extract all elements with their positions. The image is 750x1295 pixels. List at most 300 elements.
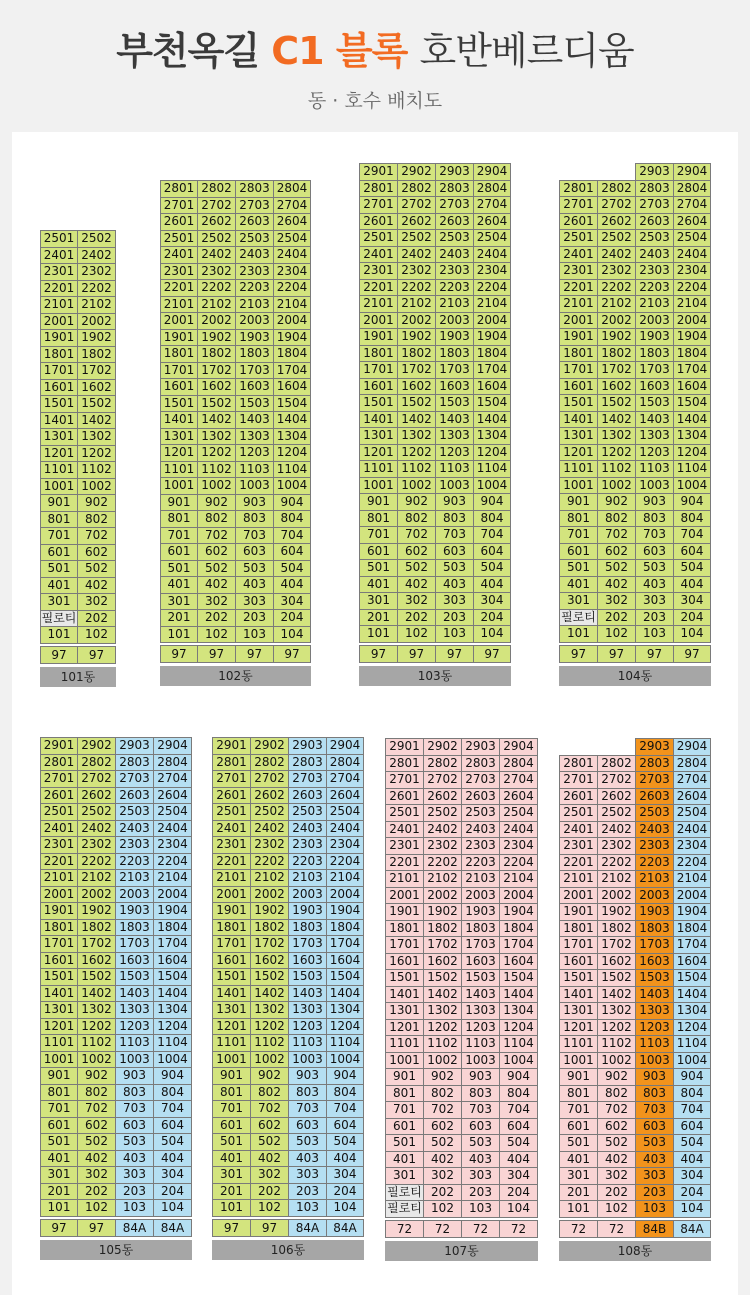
unit-cell[interactable]: 1502 [597,969,636,987]
unit-cell[interactable]: 501 [40,560,78,578]
unit-cell[interactable]: 804 [673,510,711,528]
unit-cell[interactable]: 501 [160,560,198,578]
unit-cell[interactable]: 904 [473,493,511,511]
unit-cell[interactable]: 1002 [397,477,436,495]
unit-cell[interactable]: 504 [473,559,511,577]
unit-cell[interactable]: 802 [597,510,636,528]
unit-cell[interactable]: 704 [273,527,311,545]
unit-cell[interactable]: 1503 [635,394,674,412]
unit-cell[interactable]: 2103 [635,295,674,313]
unit-cell[interactable]: 202 [597,609,636,627]
unit-cell[interactable]: 2504 [153,803,192,821]
unit-cell[interactable]: 1701 [160,362,198,380]
unit-cell[interactable]: 401 [212,1150,251,1168]
unit-cell[interactable]: 1404 [473,411,511,429]
unit-cell[interactable]: 2101 [385,870,424,888]
unit-cell[interactable]: 2102 [77,296,116,314]
unit-cell[interactable]: 801 [359,510,398,528]
unit-cell[interactable]: 903 [115,1067,154,1085]
unit-cell[interactable]: 1104 [153,1034,192,1052]
unit-cell[interactable]: 503 [235,560,274,578]
unit-cell[interactable]: 1902 [77,329,116,347]
unit-cell[interactable]: 304 [673,1167,711,1185]
unit-cell[interactable]: 2904 [673,738,711,756]
unit-cell[interactable]: 404 [673,1151,711,1169]
unit-cell[interactable]: 1701 [559,936,598,954]
unit-cell[interactable]: 301 [559,1167,598,1185]
unit-cell[interactable]: 2904 [673,163,711,181]
unit-cell[interactable]: 2801 [359,180,398,198]
unit-cell[interactable]: 502 [77,560,116,578]
unit-cell[interactable]: 2302 [397,262,436,280]
unit-cell[interactable]: 2502 [197,230,236,248]
unit-cell[interactable]: 1902 [423,903,462,921]
unit-cell[interactable]: 1502 [77,968,116,986]
unit-cell[interactable]: 1502 [197,395,236,413]
unit-cell[interactable]: 1504 [673,969,711,987]
unit-cell[interactable]: 904 [273,494,311,512]
unit-cell[interactable]: 1602 [397,378,436,396]
unit-cell[interactable]: 1402 [197,411,236,429]
unit-cell[interactable]: 603 [461,1118,500,1136]
unit-cell[interactable]: 2402 [77,820,116,838]
unit-cell[interactable]: 801 [40,511,78,529]
unit-cell[interactable]: 2604 [673,788,711,806]
unit-cell[interactable]: 602 [197,543,236,561]
unit-cell[interactable]: 804 [153,1084,192,1102]
unit-cell[interactable]: 2102 [597,295,636,313]
unit-cell[interactable]: 2202 [597,279,636,297]
unit-cell[interactable]: 801 [559,510,598,528]
unit-cell[interactable]: 1003 [635,1052,674,1070]
unit-cell[interactable]: 1201 [559,444,598,462]
unit-cell[interactable]: 904 [673,1068,711,1086]
unit-cell[interactable]: 704 [153,1100,192,1118]
unit-cell[interactable]: 903 [435,493,474,511]
unit-cell[interactable]: 1802 [197,345,236,363]
unit-cell[interactable]: 2202 [77,280,116,298]
unit-cell[interactable]: 1901 [40,329,78,347]
unit-cell[interactable]: 2001 [160,312,198,330]
unit-cell[interactable]: 302 [250,1166,289,1184]
unit-cell[interactable]: 1203 [235,444,274,462]
unit-cell[interactable]: 402 [77,1150,116,1168]
unit-cell[interactable]: 2402 [597,246,636,264]
unit-cell[interactable]: 2904 [153,737,192,755]
unit-cell[interactable]: 1404 [326,985,364,1003]
unit-cell[interactable]: 1304 [673,1002,711,1020]
unit-cell[interactable]: 1903 [115,902,154,920]
unit-cell[interactable]: 2502 [397,229,436,247]
unit-cell[interactable]: 303 [115,1166,154,1184]
unit-cell[interactable]: 702 [423,1101,462,1119]
unit-cell[interactable]: 1304 [499,1002,538,1020]
unit-cell[interactable]: 2404 [473,246,511,264]
unit-cell[interactable]: 703 [635,526,674,544]
unit-cell[interactable]: 2501 [160,230,198,248]
unit-cell[interactable]: 2903 [435,163,474,181]
unit-cell[interactable]: 2401 [40,820,78,838]
unit-cell[interactable]: 1603 [635,378,674,396]
unit-cell[interactable]: 2602 [250,787,289,805]
unit-cell[interactable]: 2003 [435,312,474,330]
unit-cell[interactable]: 501 [212,1133,251,1151]
unit-cell[interactable]: 1003 [435,477,474,495]
unit-cell[interactable]: 204 [673,609,711,627]
unit-cell[interactable]: 2303 [635,837,674,855]
unit-cell[interactable]: 1401 [40,985,78,1003]
unit-cell[interactable]: 103 [461,1200,500,1218]
unit-cell[interactable]: 1102 [597,460,636,478]
unit-cell[interactable]: 2402 [77,247,116,265]
unit-cell[interactable]: 404 [326,1150,364,1168]
unit-cell[interactable]: 601 [359,543,398,561]
unit-cell[interactable]: 1302 [423,1002,462,1020]
unit-cell[interactable]: 1001 [359,477,398,495]
unit-cell[interactable]: 2502 [597,229,636,247]
unit-cell[interactable]: 701 [385,1101,424,1119]
unit-cell[interactable]: 1501 [40,395,78,413]
unit-cell[interactable]: 801 [385,1085,424,1103]
unit-cell[interactable]: 1002 [250,1051,289,1069]
unit-cell[interactable]: 202 [423,1184,462,1202]
unit-cell[interactable]: 1802 [597,345,636,363]
unit-cell[interactable]: 204 [473,609,511,627]
unit-cell[interactable]: 1601 [160,378,198,396]
unit-cell[interactable]: 1301 [40,1001,78,1019]
unit-cell[interactable]: 2103 [288,869,327,887]
unit-cell[interactable]: 2303 [635,262,674,280]
unit-cell[interactable]: 2504 [326,803,364,821]
unit-cell[interactable]: 1304 [273,428,311,446]
unit-cell[interactable]: 1201 [559,1019,598,1037]
unit-cell[interactable]: 1201 [385,1019,424,1037]
unit-cell[interactable]: 2204 [499,854,538,872]
unit-cell[interactable]: 2202 [197,279,236,297]
unit-cell[interactable]: 604 [153,1117,192,1135]
unit-cell[interactable]: 1004 [673,1052,711,1070]
unit-cell[interactable]: 2304 [473,262,511,280]
unit-cell[interactable]: 1702 [77,362,116,380]
unit-cell[interactable]: 304 [153,1166,192,1184]
unit-cell[interactable]: 2301 [40,836,78,854]
unit-cell[interactable]: 1503 [635,969,674,987]
unit-cell[interactable]: 701 [160,527,198,545]
unit-cell[interactable]: 1202 [597,444,636,462]
unit-cell[interactable]: 504 [499,1134,538,1152]
unit-cell[interactable]: 1602 [597,953,636,971]
unit-cell[interactable]: 2004 [326,886,364,904]
unit-cell[interactable]: 804 [499,1085,538,1103]
unit-cell[interactable]: 1301 [160,428,198,446]
unit-cell[interactable]: 1303 [115,1001,154,1019]
unit-cell[interactable]: 1101 [40,461,78,479]
unit-cell[interactable]: 1402 [397,411,436,429]
unit-cell[interactable]: 504 [326,1133,364,1151]
unit-cell[interactable]: 2501 [385,804,424,822]
unit-cell[interactable]: 1904 [273,329,311,347]
unit-cell[interactable]: 1102 [397,460,436,478]
unit-cell[interactable]: 901 [212,1067,251,1085]
unit-cell[interactable]: 1603 [288,952,327,970]
unit-cell[interactable]: 2401 [559,821,598,839]
unit-cell[interactable]: 2203 [288,853,327,871]
unit-cell[interactable]: 1401 [559,411,598,429]
unit-cell[interactable]: 601 [559,543,598,561]
piloti-cell[interactable]: 필로티 [40,610,78,628]
unit-cell[interactable]: 2504 [473,229,511,247]
unit-cell[interactable]: 2104 [153,869,192,887]
unit-cell[interactable]: 1303 [461,1002,500,1020]
unit-cell[interactable]: 1102 [197,461,236,479]
unit-cell[interactable]: 1004 [153,1051,192,1069]
unit-cell[interactable]: 903 [288,1067,327,1085]
unit-cell[interactable]: 1803 [461,920,500,938]
unit-cell[interactable]: 2003 [635,887,674,905]
unit-cell[interactable]: 1704 [673,361,711,379]
unit-cell[interactable]: 2303 [235,263,274,281]
unit-cell[interactable]: 1103 [115,1034,154,1052]
unit-cell[interactable]: 2503 [235,230,274,248]
unit-cell[interactable]: 1601 [40,379,78,397]
unit-cell[interactable]: 1901 [385,903,424,921]
unit-cell[interactable]: 404 [153,1150,192,1168]
unit-cell[interactable]: 2301 [359,262,398,280]
unit-cell[interactable]: 1804 [273,345,311,363]
unit-cell[interactable]: 2501 [559,229,598,247]
unit-cell[interactable]: 2502 [597,804,636,822]
unit-cell[interactable]: 1403 [115,985,154,1003]
unit-cell[interactable]: 601 [559,1118,598,1136]
unit-cell[interactable]: 2902 [250,737,289,755]
unit-cell[interactable]: 1801 [385,920,424,938]
unit-cell[interactable]: 704 [326,1100,364,1118]
unit-cell[interactable]: 1202 [250,1018,289,1036]
unit-cell[interactable]: 1602 [597,378,636,396]
unit-cell[interactable]: 403 [461,1151,500,1169]
unit-cell[interactable]: 401 [40,577,78,595]
unit-cell[interactable]: 103 [635,1200,674,1218]
unit-cell[interactable]: 2802 [597,180,636,198]
unit-cell[interactable]: 1604 [473,378,511,396]
unit-cell[interactable]: 2001 [559,312,598,330]
unit-cell[interactable]: 1303 [635,427,674,445]
unit-cell[interactable]: 1301 [359,427,398,445]
unit-cell[interactable]: 1003 [235,477,274,495]
unit-cell[interactable]: 1003 [635,477,674,495]
unit-cell[interactable]: 1403 [288,985,327,1003]
unit-cell[interactable]: 2404 [153,820,192,838]
unit-cell[interactable]: 704 [499,1101,538,1119]
unit-cell[interactable]: 901 [40,494,78,512]
unit-cell[interactable]: 2301 [385,837,424,855]
unit-cell[interactable]: 102 [597,1200,636,1218]
unit-cell[interactable]: 802 [197,510,236,528]
unit-cell[interactable]: 1701 [559,361,598,379]
unit-cell[interactable]: 2003 [235,312,274,330]
unit-cell[interactable]: 2704 [326,770,364,788]
unit-cell[interactable]: 1602 [77,379,116,397]
unit-cell[interactable]: 903 [635,493,674,511]
unit-cell[interactable]: 1402 [597,411,636,429]
unit-cell[interactable]: 1602 [77,952,116,970]
unit-cell[interactable]: 501 [359,559,398,577]
unit-cell[interactable]: 2201 [212,853,251,871]
unit-cell[interactable]: 1401 [385,986,424,1004]
unit-cell[interactable]: 1301 [40,428,78,446]
unit-cell[interactable]: 803 [461,1085,500,1103]
unit-cell[interactable]: 2803 [288,754,327,772]
unit-cell[interactable]: 201 [160,609,198,627]
unit-cell[interactable]: 1804 [326,919,364,937]
unit-cell[interactable]: 1904 [326,902,364,920]
unit-cell[interactable]: 303 [288,1166,327,1184]
unit-cell[interactable]: 1004 [326,1051,364,1069]
unit-cell[interactable]: 2004 [499,887,538,905]
unit-cell[interactable]: 1002 [77,1051,116,1069]
unit-cell[interactable]: 502 [197,560,236,578]
unit-cell[interactable]: 2002 [197,312,236,330]
unit-cell[interactable]: 503 [635,1134,674,1152]
unit-cell[interactable]: 902 [397,493,436,511]
unit-cell[interactable]: 1901 [559,328,598,346]
unit-cell[interactable]: 1903 [435,328,474,346]
unit-cell[interactable]: 1904 [673,903,711,921]
unit-cell[interactable]: 2104 [499,870,538,888]
unit-cell[interactable]: 2202 [597,854,636,872]
unit-cell[interactable]: 2601 [385,788,424,806]
unit-cell[interactable]: 2002 [423,887,462,905]
unit-cell[interactable]: 2104 [273,296,311,314]
unit-cell[interactable]: 1601 [559,953,598,971]
unit-cell[interactable]: 103 [635,625,674,643]
unit-cell[interactable]: 103 [115,1199,154,1217]
unit-cell[interactable]: 2102 [423,870,462,888]
unit-cell[interactable]: 302 [423,1167,462,1185]
unit-cell[interactable]: 102 [197,626,236,644]
unit-cell[interactable]: 1503 [115,968,154,986]
unit-cell[interactable]: 303 [461,1167,500,1185]
unit-cell[interactable]: 2702 [597,771,636,789]
unit-cell[interactable]: 103 [288,1199,327,1217]
unit-cell[interactable]: 1203 [461,1019,500,1037]
unit-cell[interactable]: 2701 [385,771,424,789]
unit-cell[interactable]: 704 [473,526,511,544]
unit-cell[interactable]: 2104 [673,295,711,313]
unit-cell[interactable]: 2103 [235,296,274,314]
unit-cell[interactable]: 1501 [40,968,78,986]
unit-cell[interactable]: 1601 [40,952,78,970]
unit-cell[interactable]: 2202 [250,853,289,871]
unit-cell[interactable]: 1803 [235,345,274,363]
unit-cell[interactable]: 604 [673,543,711,561]
unit-cell[interactable]: 704 [673,526,711,544]
unit-cell[interactable]: 2803 [235,180,274,198]
unit-cell[interactable]: 202 [77,610,116,628]
unit-cell[interactable]: 201 [212,1183,251,1201]
unit-cell[interactable]: 2104 [473,295,511,313]
unit-cell[interactable]: 1601 [385,953,424,971]
unit-cell[interactable]: 1303 [635,1002,674,1020]
unit-cell[interactable]: 1702 [250,935,289,953]
unit-cell[interactable]: 1701 [40,362,78,380]
unit-cell[interactable]: 1004 [273,477,311,495]
unit-cell[interactable]: 2503 [461,804,500,822]
unit-cell[interactable]: 402 [197,576,236,594]
unit-cell[interactable]: 304 [673,592,711,610]
unit-cell[interactable]: 1302 [250,1001,289,1019]
unit-cell[interactable]: 2802 [397,180,436,198]
unit-cell[interactable]: 2301 [559,837,598,855]
unit-cell[interactable]: 302 [597,592,636,610]
unit-cell[interactable]: 1803 [435,345,474,363]
unit-cell[interactable]: 2702 [197,197,236,215]
unit-cell[interactable]: 1802 [77,346,116,364]
unit-cell[interactable]: 1604 [326,952,364,970]
unit-cell[interactable]: 1103 [288,1034,327,1052]
unit-cell[interactable]: 1404 [499,986,538,1004]
unit-cell[interactable]: 1702 [197,362,236,380]
unit-cell[interactable]: 802 [597,1085,636,1103]
unit-cell[interactable]: 1801 [40,919,78,937]
unit-cell[interactable]: 802 [423,1085,462,1103]
unit-cell[interactable]: 1103 [461,1035,500,1053]
unit-cell[interactable]: 1401 [359,411,398,429]
unit-cell[interactable]: 101 [559,625,598,643]
unit-cell[interactable]: 602 [423,1118,462,1136]
unit-cell[interactable]: 2701 [160,197,198,215]
unit-cell[interactable]: 2401 [212,820,251,838]
unit-cell[interactable]: 1104 [673,460,711,478]
unit-cell[interactable]: 2104 [673,870,711,888]
unit-cell[interactable]: 1102 [250,1034,289,1052]
unit-cell[interactable]: 2801 [160,180,198,198]
unit-cell[interactable]: 1302 [597,427,636,445]
unit-cell[interactable]: 2601 [359,213,398,231]
unit-cell[interactable]: 1401 [559,986,598,1004]
unit-cell[interactable]: 1301 [212,1001,251,1019]
unit-cell[interactable]: 2602 [197,213,236,231]
unit-cell[interactable]: 503 [288,1133,327,1151]
unit-cell[interactable]: 904 [673,493,711,511]
unit-cell[interactable]: 2702 [250,770,289,788]
unit-cell[interactable]: 2403 [435,246,474,264]
unit-cell[interactable]: 1404 [673,411,711,429]
unit-cell[interactable]: 2001 [212,886,251,904]
unit-cell[interactable]: 1901 [559,903,598,921]
unit-cell[interactable]: 1304 [473,427,511,445]
unit-cell[interactable]: 2003 [635,312,674,330]
unit-cell[interactable]: 1901 [212,902,251,920]
unit-cell[interactable]: 2604 [499,788,538,806]
unit-cell[interactable]: 202 [597,1184,636,1202]
unit-cell[interactable]: 2203 [635,854,674,872]
unit-cell[interactable]: 301 [160,593,198,611]
unit-cell[interactable]: 2302 [250,836,289,854]
unit-cell[interactable]: 2804 [273,180,311,198]
unit-cell[interactable]: 503 [115,1133,154,1151]
unit-cell[interactable]: 1503 [461,969,500,987]
unit-cell[interactable]: 501 [40,1133,78,1151]
unit-cell[interactable]: 1704 [473,361,511,379]
unit-cell[interactable]: 104 [473,625,511,643]
unit-cell[interactable]: 2904 [473,163,511,181]
unit-cell[interactable]: 302 [597,1167,636,1185]
unit-cell[interactable]: 2602 [597,788,636,806]
unit-cell[interactable]: 401 [40,1150,78,1168]
unit-cell[interactable]: 702 [77,527,116,545]
unit-cell[interactable]: 404 [673,576,711,594]
